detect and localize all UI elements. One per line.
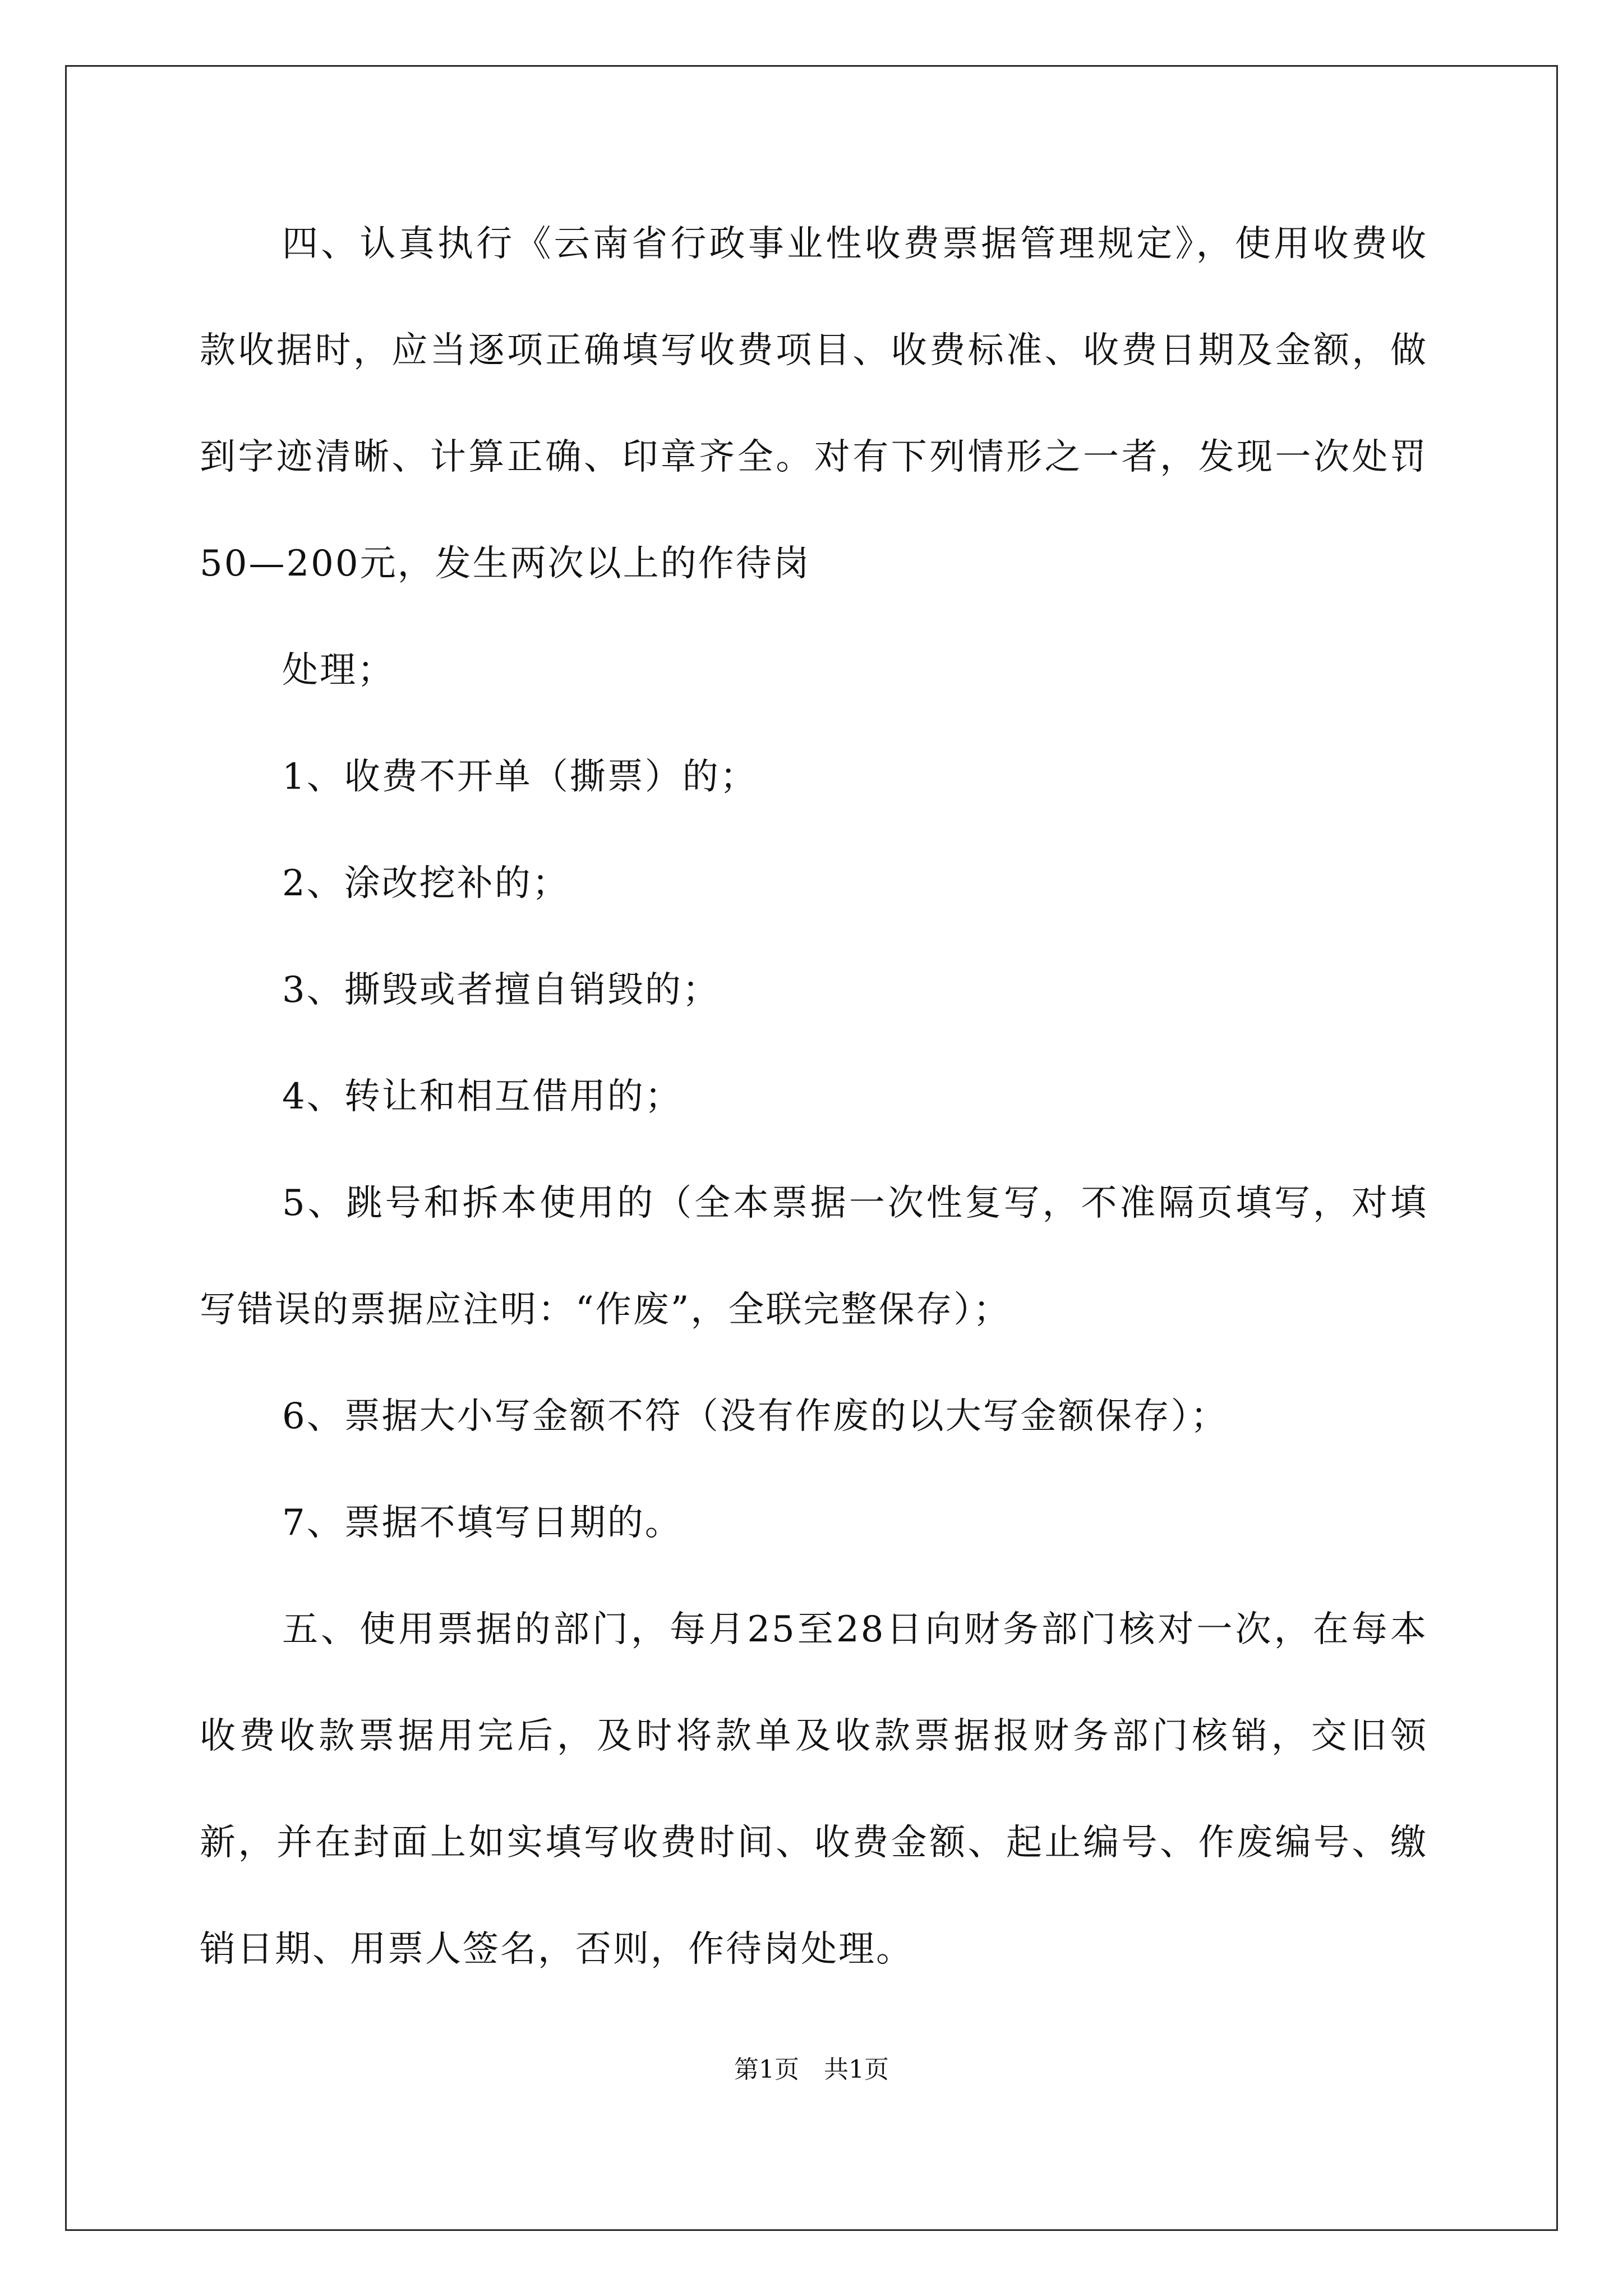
list-item-4: 4、转让和相互借用的； bbox=[282, 1076, 683, 1117]
list-item-7: 7、票据不填写日期的。 bbox=[282, 1502, 683, 1544]
paragraph-section-five: 五、使用票据的部门，每月25至28日向财务部门核对一次，在每本收费收款票据用完后，及时将款单及收款票据报财务部门核销，交旧领新，并在封面上如实填写收费时间、收费金额、起止编号、作废编号、缴销日期、用票人签名，否则，作待岗处理。 bbox=[200, 1609, 1428, 1970]
list-item-6: 6、票据大小写金额不符（没有作废的以大写金额保存）； bbox=[282, 1396, 1228, 1437]
list-item-2: 2、涂改挖补的； bbox=[282, 863, 570, 904]
list-item-3: 3、撕毁或者擅自销毁的； bbox=[282, 969, 720, 1011]
paragraph-handling: 处理； bbox=[282, 650, 395, 691]
list-item-1: 1、收费不开单（撕票）的； bbox=[282, 756, 758, 798]
list-item-5: 5、跳号和拆本使用的（全本票据一次性复写，不准隔页填写，对填写错误的票据应注明：“作废”，全联完整保存）； bbox=[200, 1182, 1428, 1331]
paragraph-section-four: 四、认真执行《云南省行政事业性收费票据管理规定》，使用收费收款收据时，应当逐项正确填写收费项目、收费标准、收费日期及金额，做到字迹清晰、计算正确、印章齐全。对有下列情形之一者，发现一次处罚50—200元，发生两次以上的作待岗 bbox=[200, 223, 1428, 585]
document-body bbox=[200, 191, 1428, 2003]
page-footer: 第1页 共1页 bbox=[734, 2055, 889, 2084]
